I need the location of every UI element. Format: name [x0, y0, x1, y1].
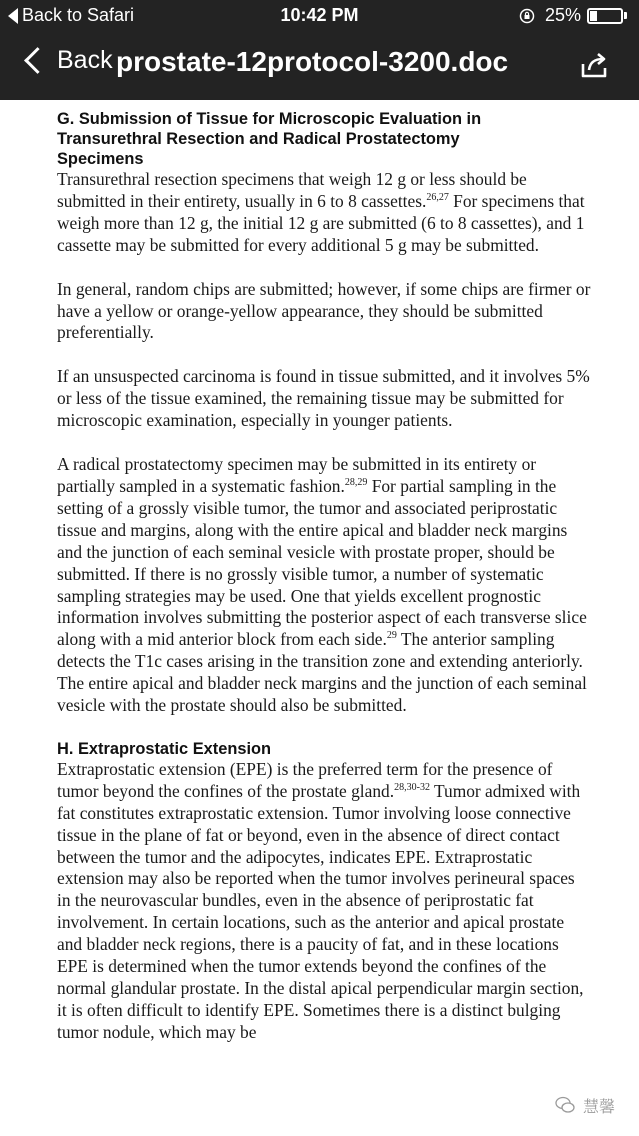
citation: 26,27	[426, 191, 449, 203]
paragraph: A radical prostatectomy specimen may be submitted in its entirety or partially sampled in a systematic fashion.$^{28,29}$ For partial sampling in the setting of a grossly visible tumor, the tumor and associated periprostatic tissue and margins, along with the entire apical and bladder neck margins and the junction of each seminal vesicle with prostate proper, should be submitted. If there is no grossly visible tumor, a number of systematic sampling strategies may be used. One that yields excellent prognostic information involves submitting the posterior aspect of each transverse slice along with a mid anterior block from each side.$^{29}$ The anterior sampling detects the T1c cases arising in the transition zone and extending anteriorly. The entire apical and bladder neck margins and the junction of each seminal vesicle with the prostate should also be submitted.	[57, 454, 587, 716]
paragraph: Transurethral resection specimens that weigh 12 g or less should be submitted in their entirety, usually in 6 to 8 cassettes.$^{26,27}$ For specimens that weigh more than 12 g, the initial 12 g are submitted (6 to 8 cassettes), and 1 cassette may be submitted for every additional 5 g may be submitted.	[57, 169, 585, 255]
citation: 29	[386, 630, 397, 642]
back-button-label: Back	[57, 46, 113, 74]
section-g-heading-line: G. Submission of Tissue for Microscopic Evaluation in	[57, 110, 482, 128]
chevron-left-icon	[24, 47, 51, 74]
battery-nub	[624, 12, 627, 19]
wechat-icon	[555, 1095, 575, 1115]
document-title: prostate-12protocol-3200.doc	[116, 46, 509, 77]
back-to-app-label: Back to Safari	[22, 5, 135, 25]
back-button[interactable]	[22, 46, 113, 75]
section-h-heading: H. Extraprostatic Extension	[57, 739, 272, 758]
status-indicators	[519, 5, 627, 26]
section-g-heading-line: Specimens	[57, 150, 144, 168]
status-bar	[0, 0, 639, 32]
document-body	[57, 100, 592, 1044]
section-g-heading-line: Transurethral Resection and Radical Prostatectomy	[57, 130, 460, 148]
top-bar	[0, 0, 639, 100]
citation: 28,30-32	[394, 781, 430, 793]
watermark-text: 慧馨	[583, 1098, 616, 1116]
status-time: 10:42 PM	[280, 5, 359, 25]
battery-percent: 25%	[544, 5, 581, 25]
navigation-bar	[0, 32, 639, 100]
rotation-lock-icon	[519, 8, 535, 24]
battery-icon	[587, 8, 623, 24]
paragraph: In general, random chips are submitted; however, if some chips are firmer or have a yellow or orange-yellow appearance, they should be submitted preferentially.	[57, 278, 591, 343]
citation: 28,29	[344, 476, 368, 488]
section-g-heading	[57, 109, 592, 169]
paragraph: If an unsuspected carcinoma is found in tissue submitted, and it involves 5% or less of the tissue examined, the remaining tissue may be submitted for microscopic examination, especially in younger patients.	[57, 366, 590, 431]
watermark	[555, 1092, 635, 1118]
paragraph: Extraprostatic extension (EPE) is the preferred term for the presence of tumor beyond the confines of the prostate gland.$^{28,30-32}$ Tumor admixed with fat constitutes extraprostatic extension. Tumor involving loose connective tissue in the plane of fat or beyond, even in the absence of direct contact between the tumor and the adipocytes, indicates EPE. Extraprostatic extension may also be reported when the tumor involves perineural spaces in the neurovascular bundles, even in the absence of periprostatic fat involvement. In certain locations, such as the anterior and apical prostate and bladder neck regions, there is a paucity of fat, and in these locations EPE is determined when the tumor extends beyond the confines of the normal glandular prostate. In the distal apical perpendicular margin section, it is often difficult to identify EPE. Sometimes there is a distinct bulging tumor nodule, which may be	[57, 758, 584, 1042]
share-icon[interactable]	[579, 50, 609, 80]
